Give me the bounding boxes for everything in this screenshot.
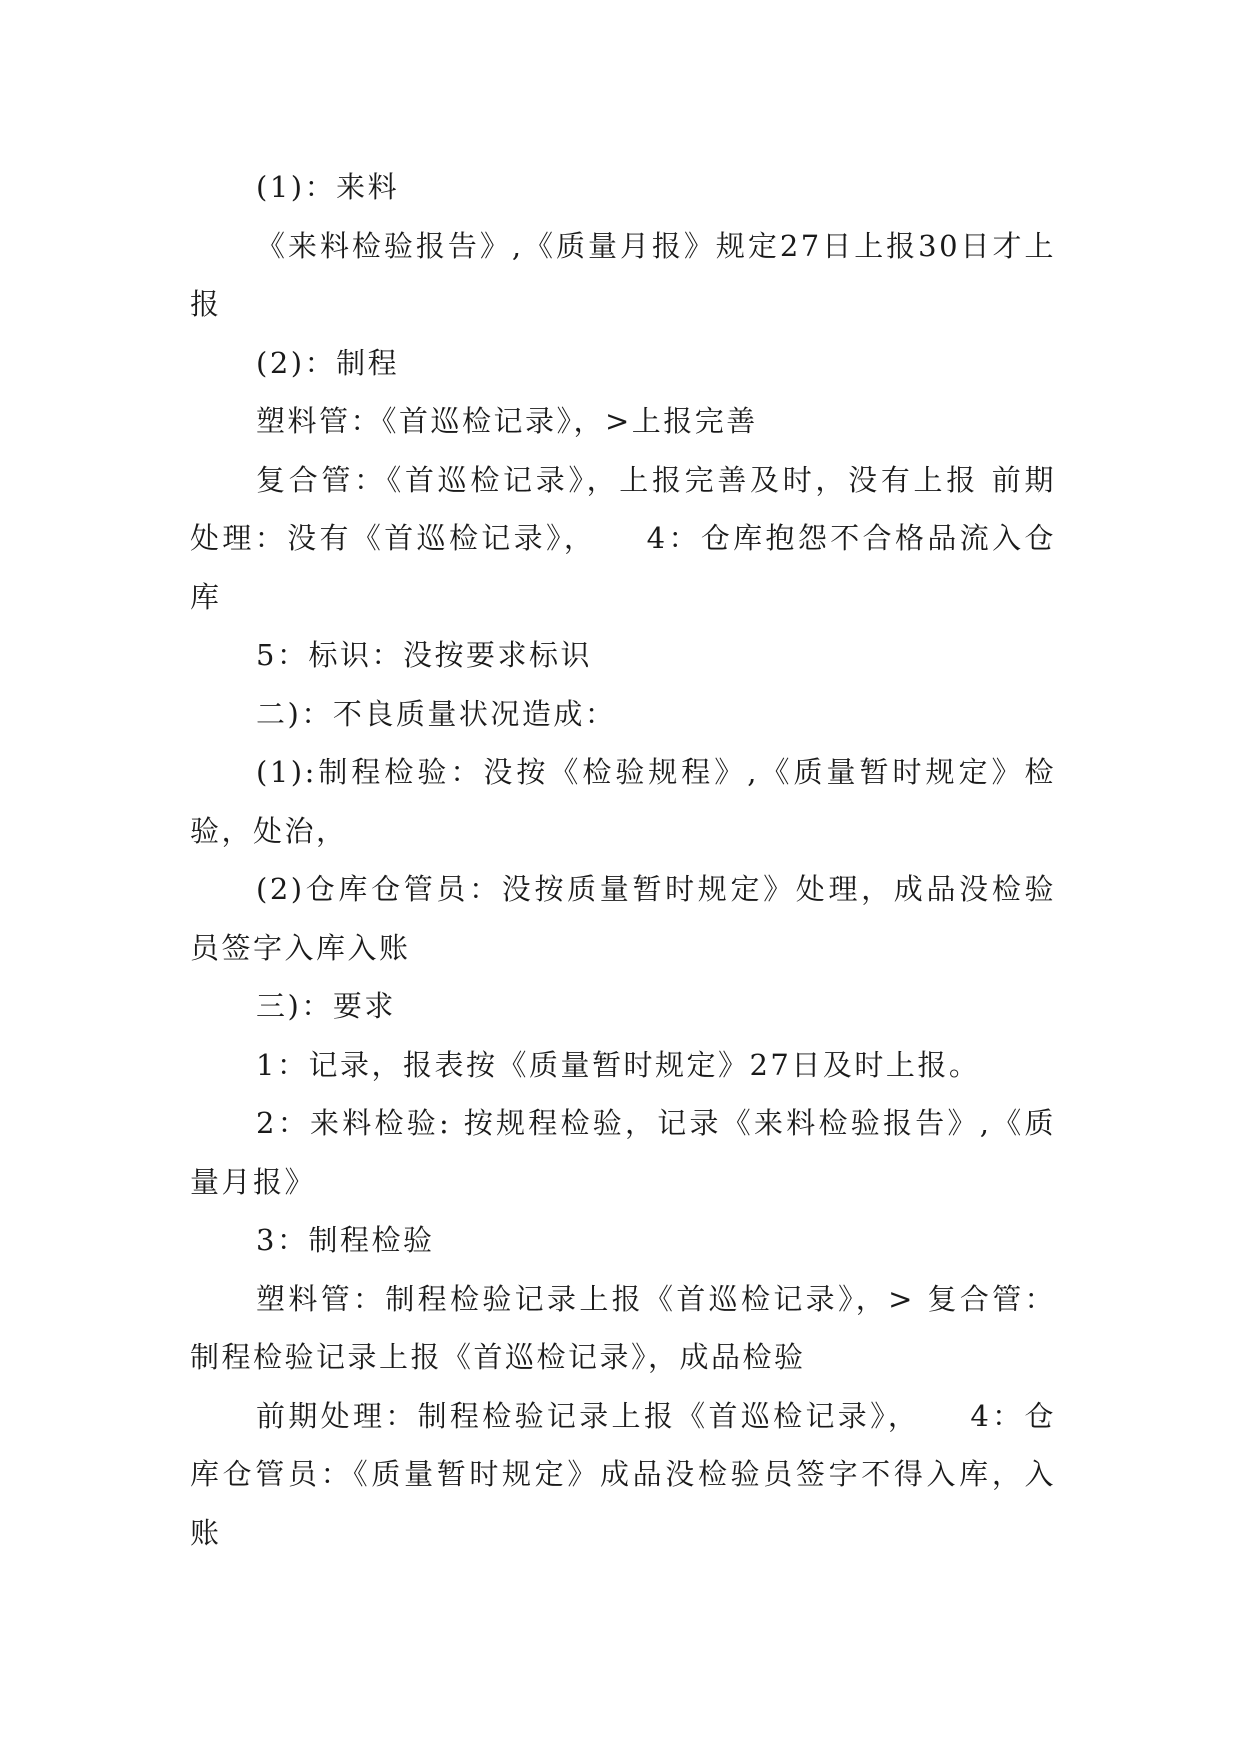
paragraph-section-three-heading: 三)：要求 xyxy=(256,989,396,1023)
paragraph-requirement-2: 2：来料检验: 按规程检验，记录《来料检验报告》,《质量月报》 xyxy=(190,1106,1056,1199)
paragraph-early-stage-warehouse: 前期处理：制程检验记录上报《首巡检记录》， 4：仓库仓管员：《质量暂时规定》成品没检验员签字不得入库，入账 xyxy=(190,1398,1056,1550)
paragraph-section-two-heading: 二)：不良质量状况造成： xyxy=(256,696,617,731)
paragraph-warehouse-keeper: (2)仓库仓管员：没按质量暂时规定》处理，成品没检验员签字入库入账 xyxy=(190,872,1056,965)
paragraph-incoming-report: 《来料检验报告》,《质量月报》规定27日上报30日才上报 xyxy=(190,228,1056,321)
paragraph-plastic-pipe: 塑料管：《首巡检记录》，>上报完善 xyxy=(256,404,758,438)
paragraph-process-inspection: (1):制程检验：没按《检验规程》,《质量暂时规定》检验，处治， xyxy=(190,755,1056,848)
paragraph-composite-pipe: 复合管：《首巡检记录》，上报完善及时，没有上报 前期处理：没有《首巡检记录》， 4：仓库抱怨不合格品流入仓库 xyxy=(190,462,1056,614)
paragraph-process-heading: (2)：制程 xyxy=(256,345,400,380)
paragraph-incoming-material-heading: (1)：来料 xyxy=(256,170,400,204)
paragraph-requirement-3: 3：制程检验 xyxy=(256,1223,435,1257)
paragraph-plastic-composite-records: 塑料管：制程检验记录上报《首巡检记录》，> 复合管：制程检验记录上报《首巡检记录》，成品检验 xyxy=(190,1281,1056,1374)
document-body xyxy=(190,158,1056,1562)
paragraph-requirement-1: 1：记录，报表按《质量暂时规定》27日及时上报。 xyxy=(256,1047,981,1082)
paragraph-labeling: 5：标识：没按要求标识 xyxy=(256,638,592,672)
